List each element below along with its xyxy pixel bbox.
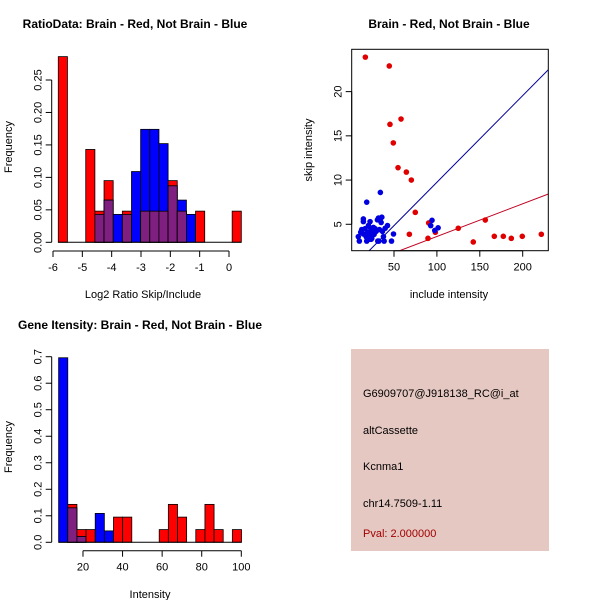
hist-intensity-x-tick-label: 40 (116, 561, 129, 574)
scatter-xlabel: include intensity (409, 289, 489, 301)
scatter-y-tick-label: 20 (332, 85, 345, 98)
hist-intensity-bar-brain (196, 530, 205, 543)
scatter-x-tick-label: 150 (470, 261, 489, 274)
hist-intensity-y-tick-label: 0.5 (32, 402, 45, 418)
hist-ratio-ylabel: Frequency (3, 121, 15, 173)
hist-intensity-x-tick-label: 60 (156, 561, 169, 574)
hist-ratio-x-tick-label: 0 (225, 262, 233, 274)
scatter-point-brain (482, 217, 488, 223)
scatter-point-brain (519, 234, 525, 240)
scatter-point-not-brain (371, 225, 377, 231)
hist-ratio-x-tick-label: -5 (77, 262, 88, 274)
scatter-point-brain (398, 116, 404, 122)
hist-intensity-bar-overlap (68, 508, 77, 542)
hist-ratio-x-tick-label: -2 (165, 262, 176, 274)
scatter-point-brain (412, 210, 418, 216)
hist-intensity-y-tick-label: 0.3 (32, 455, 45, 471)
scatter-point-brain (363, 54, 369, 60)
hist-ratio-bar-brain (58, 57, 67, 243)
scatter-point-not-brain (435, 225, 441, 231)
hist-ratio-plot (33, 57, 242, 274)
hist-ratio-bar-not-brain (113, 214, 122, 242)
hist-ratio-bar-brain (196, 211, 205, 242)
hist-ratio-x-tick-label: -3 (136, 262, 146, 274)
hist-ratio-bar-brain (86, 149, 95, 242)
scatter-point-not-brain (381, 238, 387, 244)
scatter-point-brain (404, 169, 410, 175)
hist-intensity-x-tick-label: 100 (232, 561, 251, 574)
scatter-point-brain (425, 236, 431, 242)
hist-intensity-bar-not-brain (104, 531, 113, 542)
scatter-point-not-brain (359, 227, 365, 233)
scatter-point-not-brain (379, 214, 385, 220)
hist-intensity-bar-brain (168, 504, 177, 542)
hist-intensity-y-tick-label: 0.6 (32, 375, 45, 391)
scatter-point-brain (455, 225, 461, 231)
scatter-point-brain (387, 122, 393, 128)
hist-ratio-bar-overlap (122, 214, 131, 242)
hist-intensity-bar-not-brain (95, 513, 104, 542)
scatter-point-brain (407, 231, 413, 237)
hist-ratio-bar-not-brain (131, 172, 140, 243)
scatter-point-not-brain (357, 238, 363, 244)
scatter-point-brain (508, 236, 514, 242)
hist-ratio-xlabel: Log2 Ratio Skip/Include (84, 289, 202, 301)
scatter-plot-area (352, 54, 548, 269)
hist-ratio-bar-overlap (168, 186, 177, 242)
hist-intensity-y-tick-label: 0.2 (32, 481, 45, 497)
hist-intensity-y-tick-label: 0.4 (32, 428, 45, 444)
hist-intensity-y-tick-label: 0.1 (32, 508, 45, 524)
hist-ratio-y-tick-label: 0.15 (32, 134, 45, 156)
hist-ratio-x-tick-label: -4 (106, 262, 117, 274)
info-gene: Kcnma1 (363, 461, 404, 473)
scatter-y-tick-label: 10 (332, 173, 345, 187)
hist-ratio-y-tick-label: 0.05 (32, 199, 45, 221)
hist-ratio-y-tick-label: 0.10 (32, 166, 45, 189)
hist-ratio-bar-brain (232, 211, 241, 242)
scatter-ylabel: skip intensity (303, 118, 315, 182)
hist-intensity-bar-brain (113, 517, 122, 542)
scatter-point-not-brain (389, 238, 395, 244)
scatter-point-brain (391, 140, 397, 146)
scatter-plot (333, 49, 549, 273)
scatter-point-brain (492, 234, 498, 240)
hist-intensity-bar-brain (159, 530, 168, 543)
hist-ratio-bar-overlap (150, 211, 159, 242)
hist-ratio-bar-overlap (177, 211, 186, 242)
hist-ratio-bar-overlap (104, 200, 113, 242)
scatter-x-tick-label: 50 (387, 261, 401, 274)
hist-intensity-bar-brain (232, 530, 241, 543)
hist-intensity-bar-brain (86, 530, 95, 543)
hist-intensity-bar-brain (177, 517, 186, 542)
scatter-point-brain (539, 231, 545, 237)
scatter-point-not-brain (376, 238, 382, 244)
hist-intensity-y-tick-label: 0.7 (32, 349, 45, 365)
scatter-point-brain (470, 239, 476, 245)
hist-intensity-x-tick-label: 80 (195, 561, 208, 574)
hist-ratio-x-tick-label: -1 (194, 262, 205, 274)
scatter-point-not-brain (391, 231, 397, 237)
info-location: chr14.7509-1.11 (363, 498, 443, 510)
hist-intensity-bar-brain (205, 504, 214, 542)
scatter-point-not-brain (364, 199, 370, 205)
scatter-point-brain (501, 234, 507, 240)
scatter-x-tick-label: 200 (513, 261, 532, 274)
scatter-title: Brain - Red, Not Brain - Blue (368, 17, 530, 31)
info-probe-id: G6909707@J918138_RC@i_at (363, 388, 519, 400)
hist-intensity-xlabel: Intensity (129, 589, 171, 600)
hist-ratio-bar-overlap (159, 211, 168, 242)
hist-ratio-title: RatioData: Brain - Red, Not Brain - Blue (22, 17, 248, 31)
scatter-x-tick-label: 100 (427, 261, 447, 274)
hist-ratio-y-tick-label: 0.20 (32, 101, 45, 124)
hist-ratio-bar-overlap (95, 214, 104, 242)
scatter-point-brain (386, 63, 392, 69)
hist-intensity-bar-brain (123, 517, 132, 542)
scatter-point-brain (409, 177, 415, 183)
hist-intensity-ylabel: Frequency (3, 421, 15, 473)
hist-intensity-y-tick-label: 0.0 (32, 534, 45, 550)
hist-intensity-bar-not-brain (59, 358, 68, 543)
hist-ratio-y-tick-label: 0.25 (32, 69, 45, 91)
scatter-point-not-brain (385, 223, 391, 229)
info-event-type: altCassette (363, 425, 419, 437)
scatter-y-tick-label: 15 (332, 129, 345, 142)
info-panel (351, 349, 549, 551)
scatter-point-not-brain (429, 218, 435, 224)
info-pval: Pval: 2.000000 (363, 528, 437, 540)
scatter-point-not-brain (378, 190, 384, 196)
hist-ratio-bar-overlap (141, 211, 150, 242)
scatter-point-not-brain (428, 223, 434, 229)
hist-ratio-y-tick-label: 0.00 (32, 231, 45, 254)
hist-ratio-bar-not-brain (186, 214, 195, 242)
hist-ratio-x-tick-label: -6 (48, 262, 58, 274)
scatter-y-tick-label: 5 (332, 221, 345, 228)
hist-intensity-plot (33, 349, 251, 574)
hist-intensity-x-tick-label: 20 (76, 561, 90, 574)
scatter-point-not-brain (361, 219, 367, 225)
scatter-point-not-brain (378, 220, 384, 226)
scatter-point-not-brain (367, 219, 373, 225)
scatter-point-brain (395, 165, 401, 171)
info-panel-background (351, 349, 549, 551)
hist-intensity-title: Gene Itensity: Brain - Red, Not Brain - Blue (17, 318, 263, 332)
hist-intensity-bar-brain (214, 530, 223, 543)
hist-intensity-bar-overlap (77, 536, 86, 542)
